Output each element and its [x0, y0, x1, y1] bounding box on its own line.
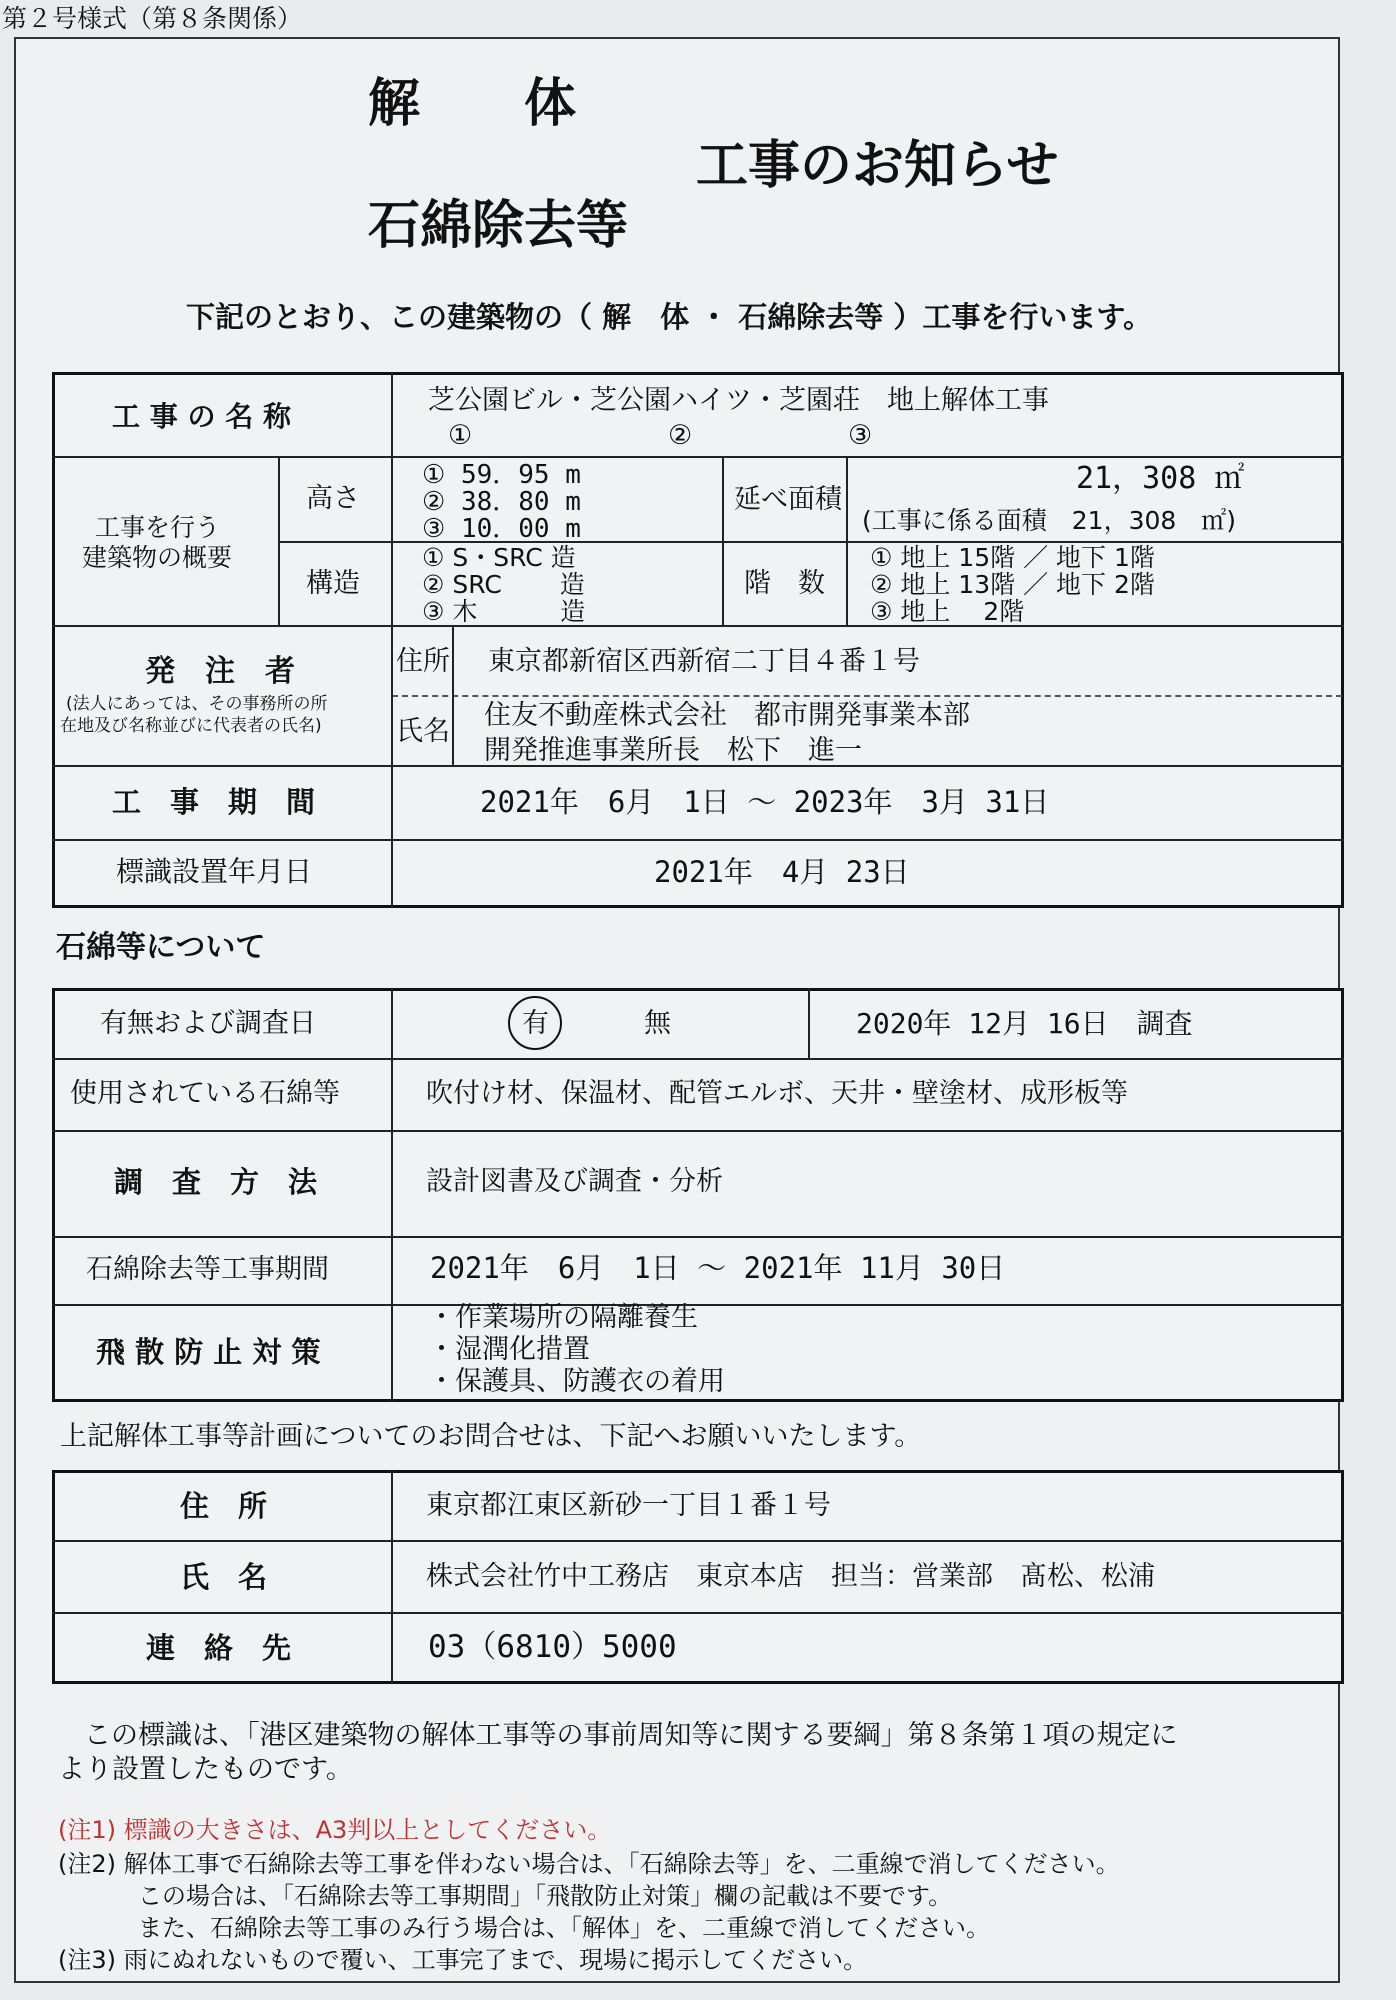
sign-date-label: 標識設置年月日 — [116, 855, 313, 888]
prevention-item-1: ・作業場所の隔離養生 — [428, 1302, 698, 1333]
inquiry-contact-value: 03（6810）5000 — [428, 1629, 677, 1665]
floor-area-value: 21，308 ㎡ — [1076, 461, 1245, 496]
name-marker-2: ② — [668, 420, 693, 451]
inquiry-intro: 上記解体工事等計画についてのお問合せは、下記へお願いいたします。 — [60, 1421, 922, 1452]
inquiry-contact-label: 連 絡 先 — [146, 1631, 292, 1665]
inquiry-name-value: 株式会社竹中工務店 東京本店 担当：営業部 髙松、松浦 — [426, 1561, 1155, 1592]
title-sekimen: 石綿除去等 — [368, 196, 629, 256]
construction-info-table — [52, 372, 1344, 908]
height-3: ③ 10．00 m — [422, 514, 581, 544]
overview-label-line2: 建築物の概要 — [82, 543, 233, 572]
survey-date: 2020年 12月 16日 調査 — [856, 1007, 1193, 1040]
structure-1: ① S・SRC 造 — [422, 543, 576, 572]
title-notice: 工事のお知らせ — [696, 136, 1059, 196]
inquiry-address-label: 住 所 — [180, 1489, 268, 1523]
period-label: 工 事 期 間 — [112, 785, 316, 819]
client-name-label: 氏名 — [396, 716, 450, 747]
overview-label-line1: 工事を行う — [95, 513, 221, 542]
height-label: 高さ — [306, 483, 360, 514]
asbestos-heading: 石綿等について — [56, 930, 266, 965]
floor-area-label: 延べ面積 — [734, 484, 842, 515]
structure-3: ③ 木 造 — [422, 597, 586, 626]
survey-method-label: 調 査 方 法 — [114, 1165, 318, 1199]
client-name-line2: 開発推進事業所長 松下 進一 — [484, 735, 862, 766]
intro-sentence: 下記のとおり、この建築物の（ 解 体 ・ 石綿除去等 ）工事を行います。 — [186, 300, 1153, 334]
client-label: 発 注 者 — [145, 654, 295, 689]
floors-3: ③ 地上 2階 — [870, 597, 1025, 626]
note-2: (注2) 解体工事で石綿除去等工事を伴わない場合は、「石綿除去等」を、二重線で消してください。 — [58, 1850, 1120, 1878]
client-note-line2: 在地及び名称並びに代表者の氏名) — [60, 716, 322, 736]
inquiry-name-label: 氏 名 — [180, 1560, 268, 1594]
asbestos-used-label: 使用されている石綿等 — [70, 1078, 340, 1109]
inquiry-address-value: 東京都江東区新砂一丁目１番１号 — [426, 1490, 831, 1521]
prevention-item-2: ・湿潤化措置 — [428, 1334, 590, 1365]
client-name-line1: 住友不動産株式会社 都市開発事業本部 — [484, 700, 970, 731]
note-2-continuation-1: この場合は、「石綿除去等工事期間」「飛散防止対策」欄の記載は不要です。 — [138, 1882, 953, 1910]
construction-name-label: 工 事 の 名 称 — [112, 400, 291, 433]
statement-line1: この標識は、「港区建築物の解体工事等の事前周知等に関する要綱」第８条第１項の規定に — [84, 1720, 1178, 1751]
prevention-label: 飛 散 防 止 対 策 — [96, 1335, 321, 1369]
structure-label: 構造 — [306, 568, 360, 599]
period-value: 2021年 6月 1日 ～ 2023年 3月 31日 — [480, 785, 1050, 819]
presence-yes: 有 — [522, 1008, 549, 1039]
note-1: (注1) 標識の大きさは、A3判以上としてください。 — [58, 1816, 612, 1844]
removal-period-label: 石綿除去等工事期間 — [86, 1254, 329, 1285]
client-note-line1: (法人にあっては、その事務所の所 — [66, 694, 328, 714]
name-marker-1: ① — [448, 420, 473, 451]
name-marker-3: ③ — [848, 420, 873, 451]
sign-date-value: 2021年 4月 23日 — [654, 855, 910, 889]
removal-period-value: 2021年 6月 1日 ～ 2021年 11月 30日 — [430, 1251, 1006, 1285]
height-2: ② 38．80 m — [422, 487, 581, 517]
client-address-value: 東京都新宿区西新宿二丁目４番１号 — [488, 646, 920, 677]
floor-area-sub: (工事に係る面積 21，308 ㎡) — [862, 506, 1237, 535]
note-3: (注3) 雨にぬれないもので覆い、工事完了まで、現場に掲示してください。 — [58, 1946, 868, 1974]
survey-method-value: 設計図書及び調査・分析 — [426, 1166, 723, 1197]
statement-line2: より設置したものです。 — [58, 1754, 353, 1785]
presence-no: 無 — [644, 1008, 671, 1039]
floors-2: ② 地上 13階 ／ 地下 2階 — [870, 570, 1155, 599]
prevention-item-3: ・保護具、防護衣の着用 — [428, 1366, 725, 1397]
note-2-continuation-2: また、石綿除去等工事のみ行う場合は、「解体」を、二重線で消してください。 — [138, 1914, 990, 1942]
floors-label: 階 数 — [744, 568, 825, 599]
height-1: ① 59．95 m — [422, 460, 581, 490]
floors-1: ① 地上 15階 ／ 地下 1階 — [870, 543, 1155, 572]
structure-2: ② SRC 造 — [422, 570, 585, 599]
presence-label: 有無および調査日 — [100, 1008, 316, 1039]
client-address-label: 住所 — [396, 646, 450, 677]
title-kaitai: 解 体 — [368, 74, 577, 134]
form-number-label: 第２号様式（第８条関係） — [2, 4, 303, 33]
construction-name-value: 芝公園ビル・芝公園ハイツ・芝園荘 地上解体工事 — [428, 385, 1049, 416]
asbestos-used-value: 吹付け材、保温材、配管エルボ、天井・壁塗材、成形板等 — [426, 1078, 1128, 1109]
